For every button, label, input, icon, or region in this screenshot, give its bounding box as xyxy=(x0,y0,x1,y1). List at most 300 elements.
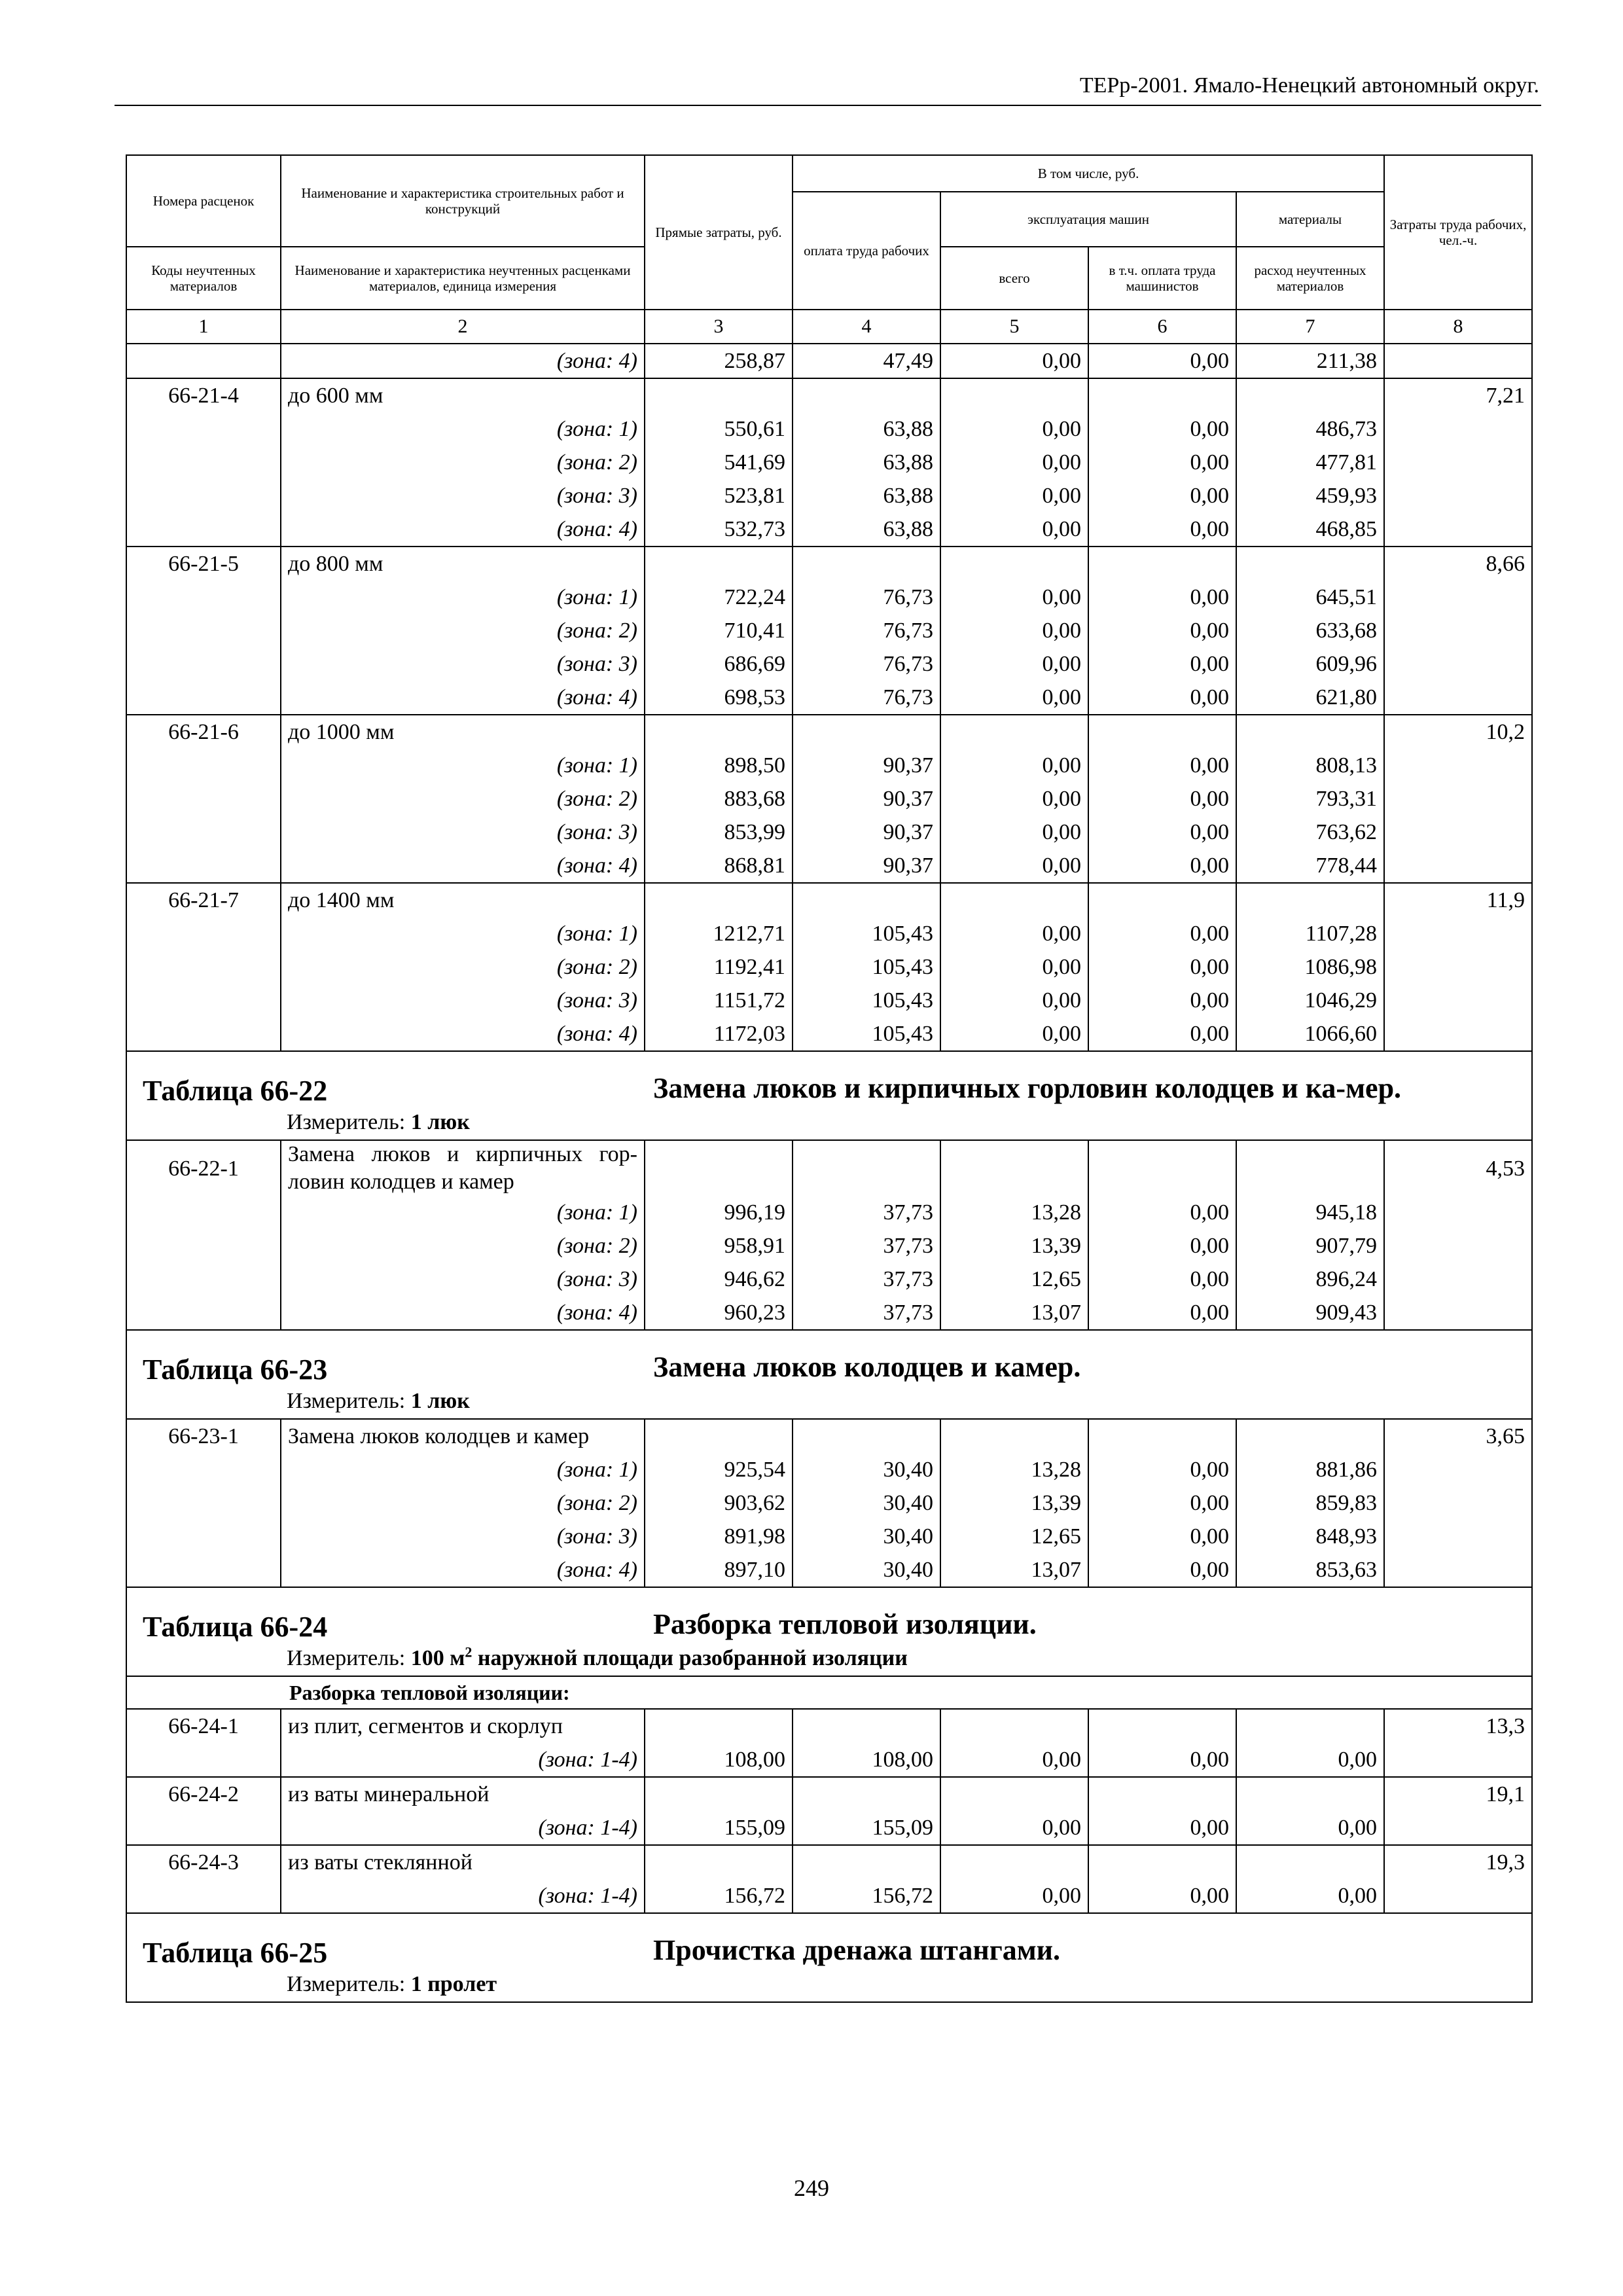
section-code: Таблица 66-23 xyxy=(143,1354,328,1386)
machine-total: 12,65 xyxy=(940,1263,1088,1296)
rate-item-row xyxy=(126,1709,1532,1743)
rate-code-cell xyxy=(126,1743,281,1777)
labor-pay: 30,40 xyxy=(793,1486,940,1520)
labor-cost xyxy=(1384,950,1532,984)
machine-total: 0,00 xyxy=(940,681,1088,715)
work-name: до 600 мм xyxy=(281,378,645,412)
rate-code-cell xyxy=(126,1196,281,1229)
measure-value-rest: наружной площади разобранной изоляции xyxy=(472,1646,908,1670)
subheading-row xyxy=(126,1676,1532,1709)
measure-value xyxy=(410,1643,908,1670)
labor-cost xyxy=(1384,614,1532,647)
direct-cost: 686,69 xyxy=(645,647,793,681)
measure-value-main: 100 м xyxy=(410,1646,465,1670)
zone-label: (зона: 3) xyxy=(281,816,645,849)
work-name: до 800 мм xyxy=(281,547,645,581)
labor-cost xyxy=(1384,1229,1532,1263)
rate-code: 66-21-7 xyxy=(126,883,281,917)
section-cell xyxy=(126,1587,1532,1676)
rate-code-cell xyxy=(126,1229,281,1263)
empty-cell xyxy=(793,1845,940,1879)
materials-cost: 486,73 xyxy=(1236,412,1384,446)
zone-label: (зона: 4) xyxy=(281,344,645,378)
labor-cost: 10,2 xyxy=(1384,715,1532,749)
rate-code-cell xyxy=(126,1486,281,1520)
machinist-pay: 0,00 xyxy=(1088,1486,1236,1520)
materials-cost: 633,68 xyxy=(1236,614,1384,647)
labor-pay: 90,37 xyxy=(793,816,940,849)
machine-total: 0,00 xyxy=(940,1743,1088,1777)
zone-label: (зона: 4) xyxy=(281,1553,645,1587)
zone-label: (зона: 4) xyxy=(281,849,645,883)
header-machinist-pay: в т.ч. оплата труда машинистов xyxy=(1088,247,1236,310)
empty-cell xyxy=(793,378,940,412)
rate-item-row xyxy=(126,1845,1532,1879)
rates-table xyxy=(126,154,1533,2003)
direct-cost: 710,41 xyxy=(645,614,793,647)
materials-cost: 0,00 xyxy=(1236,1743,1384,1777)
rate-code: 66-21-6 xyxy=(126,715,281,749)
labor-cost xyxy=(1384,917,1532,950)
column-number: 1 xyxy=(126,310,281,344)
machine-total: 0,00 xyxy=(940,647,1088,681)
machine-total: 0,00 xyxy=(940,581,1088,614)
header-row-1 xyxy=(126,155,1532,192)
direct-cost: 1212,71 xyxy=(645,917,793,950)
rate-code-cell xyxy=(126,1553,281,1587)
direct-cost: 541,69 xyxy=(645,446,793,479)
zone-row xyxy=(126,344,1532,378)
section-cell xyxy=(126,1051,1532,1140)
measure-value: 1 люк xyxy=(410,1389,470,1413)
section-heading xyxy=(143,1074,1525,1108)
labor-pay: 90,37 xyxy=(793,782,940,816)
direct-cost: 532,73 xyxy=(645,512,793,547)
work-name: Замена люков и кирпичных гор-ловин колодцев и камер xyxy=(281,1140,645,1196)
empty-cell xyxy=(793,715,940,749)
machine-total: 0,00 xyxy=(940,412,1088,446)
machine-total: 0,00 xyxy=(940,344,1088,378)
header-including: В том числе, руб. xyxy=(793,155,1384,192)
table-section-heading xyxy=(126,1330,1532,1419)
labor-cost xyxy=(1384,1017,1532,1051)
column-number: 4 xyxy=(793,310,940,344)
empty-cell xyxy=(645,378,793,412)
empty-cell xyxy=(645,715,793,749)
labor-pay: 76,73 xyxy=(793,647,940,681)
header-labor-costs: Затраты труда рабочих, чел.-ч. xyxy=(1384,155,1532,310)
machine-total: 0,00 xyxy=(940,984,1088,1017)
section-code: Таблица 66-25 xyxy=(143,1937,328,1969)
materials-cost: 896,24 xyxy=(1236,1263,1384,1296)
zone-row xyxy=(126,1229,1532,1263)
machinist-pay: 0,00 xyxy=(1088,782,1236,816)
machinist-pay: 0,00 xyxy=(1088,1879,1236,1913)
rate-code: 66-21-4 xyxy=(126,378,281,412)
zone-row xyxy=(126,1196,1532,1229)
zone-label: (зона: 4) xyxy=(281,512,645,547)
direct-cost: 1172,03 xyxy=(645,1017,793,1051)
zone-label: (зона: 3) xyxy=(281,647,645,681)
section-title: Прочистка дренажа штангами. xyxy=(653,1934,1061,1966)
labor-pay: 76,73 xyxy=(793,614,940,647)
empty-cell xyxy=(1088,1777,1236,1811)
zone-label: (зона: 1) xyxy=(281,749,645,782)
header-materials: материалы xyxy=(1236,192,1384,247)
labor-pay: 30,40 xyxy=(793,1453,940,1486)
column-number: 3 xyxy=(645,310,793,344)
rate-code-cell xyxy=(126,749,281,782)
labor-cost xyxy=(1384,749,1532,782)
labor-cost xyxy=(1384,581,1532,614)
measure-value: 1 люк xyxy=(410,1110,470,1134)
labor-cost xyxy=(1384,1553,1532,1587)
work-name: до 1400 мм xyxy=(281,883,645,917)
machinist-pay: 0,00 xyxy=(1088,1017,1236,1051)
labor-cost xyxy=(1384,1453,1532,1486)
zone-label: (зона: 1) xyxy=(281,581,645,614)
direct-cost: 891,98 xyxy=(645,1520,793,1553)
direct-cost: 698,53 xyxy=(645,681,793,715)
header-rate-number: Номера расценок xyxy=(126,155,281,247)
measure-value: 1 пролет xyxy=(410,1972,497,1996)
labor-cost xyxy=(1384,1263,1532,1296)
rate-code-cell xyxy=(126,446,281,479)
materials-cost: 645,51 xyxy=(1236,581,1384,614)
machinist-pay: 0,00 xyxy=(1088,950,1236,984)
empty-cell xyxy=(1088,715,1236,749)
measure-label: Измеритель: xyxy=(287,1646,406,1670)
zone-row xyxy=(126,782,1532,816)
zone-label: (зона: 4) xyxy=(281,1296,645,1330)
machine-total: 13,07 xyxy=(940,1553,1088,1587)
section-title: Замена люков и кирпичных горловин колодцев и ка-мер. xyxy=(653,1072,1402,1104)
zone-row xyxy=(126,849,1532,883)
labor-cost xyxy=(1384,782,1532,816)
empty-cell xyxy=(1236,1709,1384,1743)
table-section-heading xyxy=(126,1587,1532,1676)
zone-label: (зона: 2) xyxy=(281,782,645,816)
section-title: Разборка тепловой изоляции. xyxy=(653,1608,1037,1640)
labor-pay: 30,40 xyxy=(793,1520,940,1553)
empty-cell xyxy=(940,1140,1088,1196)
materials-cost: 859,83 xyxy=(1236,1486,1384,1520)
rate-code: 66-24-1 xyxy=(126,1709,281,1743)
machine-total: 0,00 xyxy=(940,950,1088,984)
materials-cost: 808,13 xyxy=(1236,749,1384,782)
machine-total: 13,28 xyxy=(940,1196,1088,1229)
direct-cost: 960,23 xyxy=(645,1296,793,1330)
labor-pay: 105,43 xyxy=(793,1017,940,1051)
machinist-pay: 0,00 xyxy=(1088,1263,1236,1296)
direct-cost: 898,50 xyxy=(645,749,793,782)
materials-cost: 0,00 xyxy=(1236,1879,1384,1913)
work-name: из ваты минеральной xyxy=(281,1777,645,1811)
measure-label: Измеритель: xyxy=(287,1389,406,1413)
materials-cost: 459,93 xyxy=(1236,479,1384,512)
rate-code-cell xyxy=(126,412,281,446)
empty-cell xyxy=(1236,547,1384,581)
materials-cost: 945,18 xyxy=(1236,1196,1384,1229)
empty-cell xyxy=(940,378,1088,412)
materials-cost: 609,96 xyxy=(1236,647,1384,681)
materials-cost: 477,81 xyxy=(1236,446,1384,479)
materials-cost: 1046,29 xyxy=(1236,984,1384,1017)
section-measure xyxy=(143,1387,1525,1418)
rate-code-cell xyxy=(126,984,281,1017)
empty-cell xyxy=(645,1845,793,1879)
machine-total: 12,65 xyxy=(940,1520,1088,1553)
machinist-pay: 0,00 xyxy=(1088,1296,1236,1330)
labor-pay: 105,43 xyxy=(793,984,940,1017)
machinist-pay: 0,00 xyxy=(1088,446,1236,479)
empty-cell xyxy=(793,1419,940,1453)
materials-cost: 211,38 xyxy=(1236,344,1384,378)
section-cell xyxy=(126,1330,1532,1419)
rate-item-row xyxy=(126,715,1532,749)
labor-pay: 37,73 xyxy=(793,1296,940,1330)
empty-cell xyxy=(793,1777,940,1811)
direct-cost: 925,54 xyxy=(645,1453,793,1486)
empty-cell xyxy=(1236,883,1384,917)
rate-code-cell xyxy=(126,1811,281,1845)
section-heading xyxy=(143,1610,1525,1644)
zone-row xyxy=(126,446,1532,479)
machine-total: 0,00 xyxy=(940,917,1088,950)
zone-label: (зона: 2) xyxy=(281,1486,645,1520)
rate-code-cell xyxy=(126,581,281,614)
empty-cell xyxy=(645,1419,793,1453)
header-machine-operation: эксплуатация машин xyxy=(940,192,1236,247)
materials-cost: 621,80 xyxy=(1236,681,1384,715)
section-title: Замена люков колодцев и камер. xyxy=(653,1351,1081,1383)
empty-cell xyxy=(1088,1140,1236,1196)
labor-cost xyxy=(1384,647,1532,681)
labor-cost: 4,53 xyxy=(1384,1140,1532,1196)
measure-label: Измеритель: xyxy=(287,1972,406,1996)
empty-cell xyxy=(793,883,940,917)
rate-code: 66-24-3 xyxy=(126,1845,281,1879)
labor-pay: 90,37 xyxy=(793,849,940,883)
machinist-pay: 0,00 xyxy=(1088,1453,1236,1486)
machine-total: 0,00 xyxy=(940,512,1088,547)
labor-cost xyxy=(1384,344,1532,378)
machine-total: 0,00 xyxy=(940,614,1088,647)
direct-cost: 946,62 xyxy=(645,1263,793,1296)
machine-total: 0,00 xyxy=(940,446,1088,479)
empty-cell xyxy=(645,1777,793,1811)
rate-code-cell xyxy=(126,1879,281,1913)
zone-row xyxy=(126,581,1532,614)
labor-pay: 63,88 xyxy=(793,479,940,512)
rate-item-row xyxy=(126,883,1532,917)
materials-cost: 909,43 xyxy=(1236,1296,1384,1330)
empty-cell xyxy=(1088,378,1236,412)
rate-code-cell xyxy=(126,647,281,681)
direct-cost: 108,00 xyxy=(645,1743,793,1777)
section-measure xyxy=(143,1644,1525,1676)
zone-label: (зона: 4) xyxy=(281,681,645,715)
empty-cell xyxy=(940,547,1088,581)
zone-label: (зона: 3) xyxy=(281,479,645,512)
direct-cost: 868,81 xyxy=(645,849,793,883)
labor-cost xyxy=(1384,479,1532,512)
materials-cost: 853,63 xyxy=(1236,1553,1384,1587)
page-number: 249 xyxy=(794,2175,829,2201)
empty-cell xyxy=(1088,1419,1236,1453)
labor-pay: 37,73 xyxy=(793,1196,940,1229)
zone-label: (зона: 1-4) xyxy=(281,1743,645,1777)
work-name: Замена люков колодцев и камер xyxy=(281,1419,645,1453)
labor-pay: 63,88 xyxy=(793,412,940,446)
subheading: Разборка тепловой изоляции: xyxy=(126,1676,1532,1709)
materials-cost: 0,00 xyxy=(1236,1811,1384,1845)
direct-cost: 897,10 xyxy=(645,1553,793,1587)
rate-code-cell xyxy=(126,782,281,816)
empty-cell xyxy=(1236,378,1384,412)
direct-cost: 1151,72 xyxy=(645,984,793,1017)
machine-total: 0,00 xyxy=(940,1811,1088,1845)
header-unaccounted-codes: Коды неучтенных материалов xyxy=(126,247,281,310)
work-name: из ваты стеклянной xyxy=(281,1845,645,1879)
empty-cell xyxy=(645,1140,793,1196)
zone-row xyxy=(126,1553,1532,1587)
column-number: 7 xyxy=(1236,310,1384,344)
rate-code-cell xyxy=(126,614,281,647)
empty-cell xyxy=(793,1140,940,1196)
machinist-pay: 0,00 xyxy=(1088,479,1236,512)
machine-total: 0,00 xyxy=(940,1017,1088,1051)
header-rule xyxy=(115,105,1541,106)
zone-row xyxy=(126,647,1532,681)
machinist-pay: 0,00 xyxy=(1088,1229,1236,1263)
empty-cell xyxy=(1088,883,1236,917)
section-measure xyxy=(143,1970,1525,2001)
labor-cost xyxy=(1384,446,1532,479)
zone-row xyxy=(126,512,1532,547)
machinist-pay: 0,00 xyxy=(1088,1811,1236,1845)
rate-code-cell xyxy=(126,479,281,512)
materials-cost: 1107,28 xyxy=(1236,917,1384,950)
zone-label: (зона: 4) xyxy=(281,1017,645,1051)
labor-cost xyxy=(1384,849,1532,883)
section-heading xyxy=(143,1353,1525,1387)
labor-cost: 7,21 xyxy=(1384,378,1532,412)
labor-pay: 37,73 xyxy=(793,1229,940,1263)
zone-row xyxy=(126,1486,1532,1520)
empty-cell xyxy=(940,1709,1088,1743)
header-unaccounted-materials: расход неучтенных материалов xyxy=(1236,247,1384,310)
labor-cost xyxy=(1384,1486,1532,1520)
machine-total: 0,00 xyxy=(940,749,1088,782)
labor-cost: 8,66 xyxy=(1384,547,1532,581)
zone-label: (зона: 2) xyxy=(281,614,645,647)
rate-code-cell xyxy=(126,512,281,547)
section-code: Таблица 66-22 xyxy=(143,1075,328,1107)
zone-row xyxy=(126,1453,1532,1486)
labor-cost: 3,65 xyxy=(1384,1419,1532,1453)
machinist-pay: 0,00 xyxy=(1088,581,1236,614)
column-number-row xyxy=(126,310,1532,344)
machine-total: 13,28 xyxy=(940,1453,1088,1486)
empty-cell xyxy=(1236,1140,1384,1196)
rate-item-row xyxy=(126,1140,1532,1196)
empty-cell xyxy=(940,1777,1088,1811)
labor-cost: 19,1 xyxy=(1384,1777,1532,1811)
rate-code-cell xyxy=(126,816,281,849)
section-code: Таблица 66-24 xyxy=(143,1611,328,1643)
direct-cost: 1192,41 xyxy=(645,950,793,984)
materials-cost: 1086,98 xyxy=(1236,950,1384,984)
empty-cell xyxy=(940,883,1088,917)
labor-pay: 37,73 xyxy=(793,1263,940,1296)
zone-label: (зона: 1) xyxy=(281,1453,645,1486)
labor-cost xyxy=(1384,1743,1532,1777)
labor-cost xyxy=(1384,1811,1532,1845)
column-number: 8 xyxy=(1384,310,1532,344)
labor-cost xyxy=(1384,1296,1532,1330)
zone-label: (зона: 3) xyxy=(281,984,645,1017)
materials-cost: 848,93 xyxy=(1236,1520,1384,1553)
zone-label: (зона: 2) xyxy=(281,446,645,479)
zone-row xyxy=(126,1743,1532,1777)
zone-row xyxy=(126,1520,1532,1553)
machinist-pay: 0,00 xyxy=(1088,1520,1236,1553)
materials-cost: 881,86 xyxy=(1236,1453,1384,1486)
rate-code-cell xyxy=(126,344,281,378)
header-work-name: Наименование и характеристика строительных работ и конструкций xyxy=(281,155,645,247)
labor-pay: 108,00 xyxy=(793,1743,940,1777)
zone-row xyxy=(126,1879,1532,1913)
table-section-heading xyxy=(126,1051,1532,1140)
machinist-pay: 0,00 xyxy=(1088,1196,1236,1229)
empty-cell xyxy=(645,547,793,581)
machine-total: 0,00 xyxy=(940,1879,1088,1913)
machinist-pay: 0,00 xyxy=(1088,512,1236,547)
direct-cost: 903,62 xyxy=(645,1486,793,1520)
labor-pay: 76,73 xyxy=(793,681,940,715)
running-head: ТЕРр-2001. Ямало-Ненецкий автономный округ. xyxy=(1079,73,1539,98)
labor-cost xyxy=(1384,1196,1532,1229)
zone-row xyxy=(126,1296,1532,1330)
labor-cost: 13,3 xyxy=(1384,1709,1532,1743)
empty-cell xyxy=(1236,1845,1384,1879)
direct-cost: 996,19 xyxy=(645,1196,793,1229)
rate-code-cell xyxy=(126,1296,281,1330)
rate-code-cell xyxy=(126,1017,281,1051)
materials-cost: 907,79 xyxy=(1236,1229,1384,1263)
machine-total: 0,00 xyxy=(940,782,1088,816)
zone-row xyxy=(126,1017,1532,1051)
direct-cost: 550,61 xyxy=(645,412,793,446)
machine-total: 0,00 xyxy=(940,816,1088,849)
rate-code: 66-23-1 xyxy=(126,1419,281,1453)
table-section-heading xyxy=(126,1913,1532,2002)
section-cell xyxy=(126,1913,1532,2002)
machinist-pay: 0,00 xyxy=(1088,816,1236,849)
machine-total: 13,39 xyxy=(940,1486,1088,1520)
labor-pay: 30,40 xyxy=(793,1553,940,1587)
zone-label: (зона: 3) xyxy=(281,1263,645,1296)
rate-code-cell xyxy=(126,1520,281,1553)
zone-row xyxy=(126,984,1532,1017)
labor-pay: 47,49 xyxy=(793,344,940,378)
direct-cost: 722,24 xyxy=(645,581,793,614)
column-number: 6 xyxy=(1088,310,1236,344)
zone-row xyxy=(126,1263,1532,1296)
zone-label: (зона: 2) xyxy=(281,950,645,984)
zone-row xyxy=(126,681,1532,715)
